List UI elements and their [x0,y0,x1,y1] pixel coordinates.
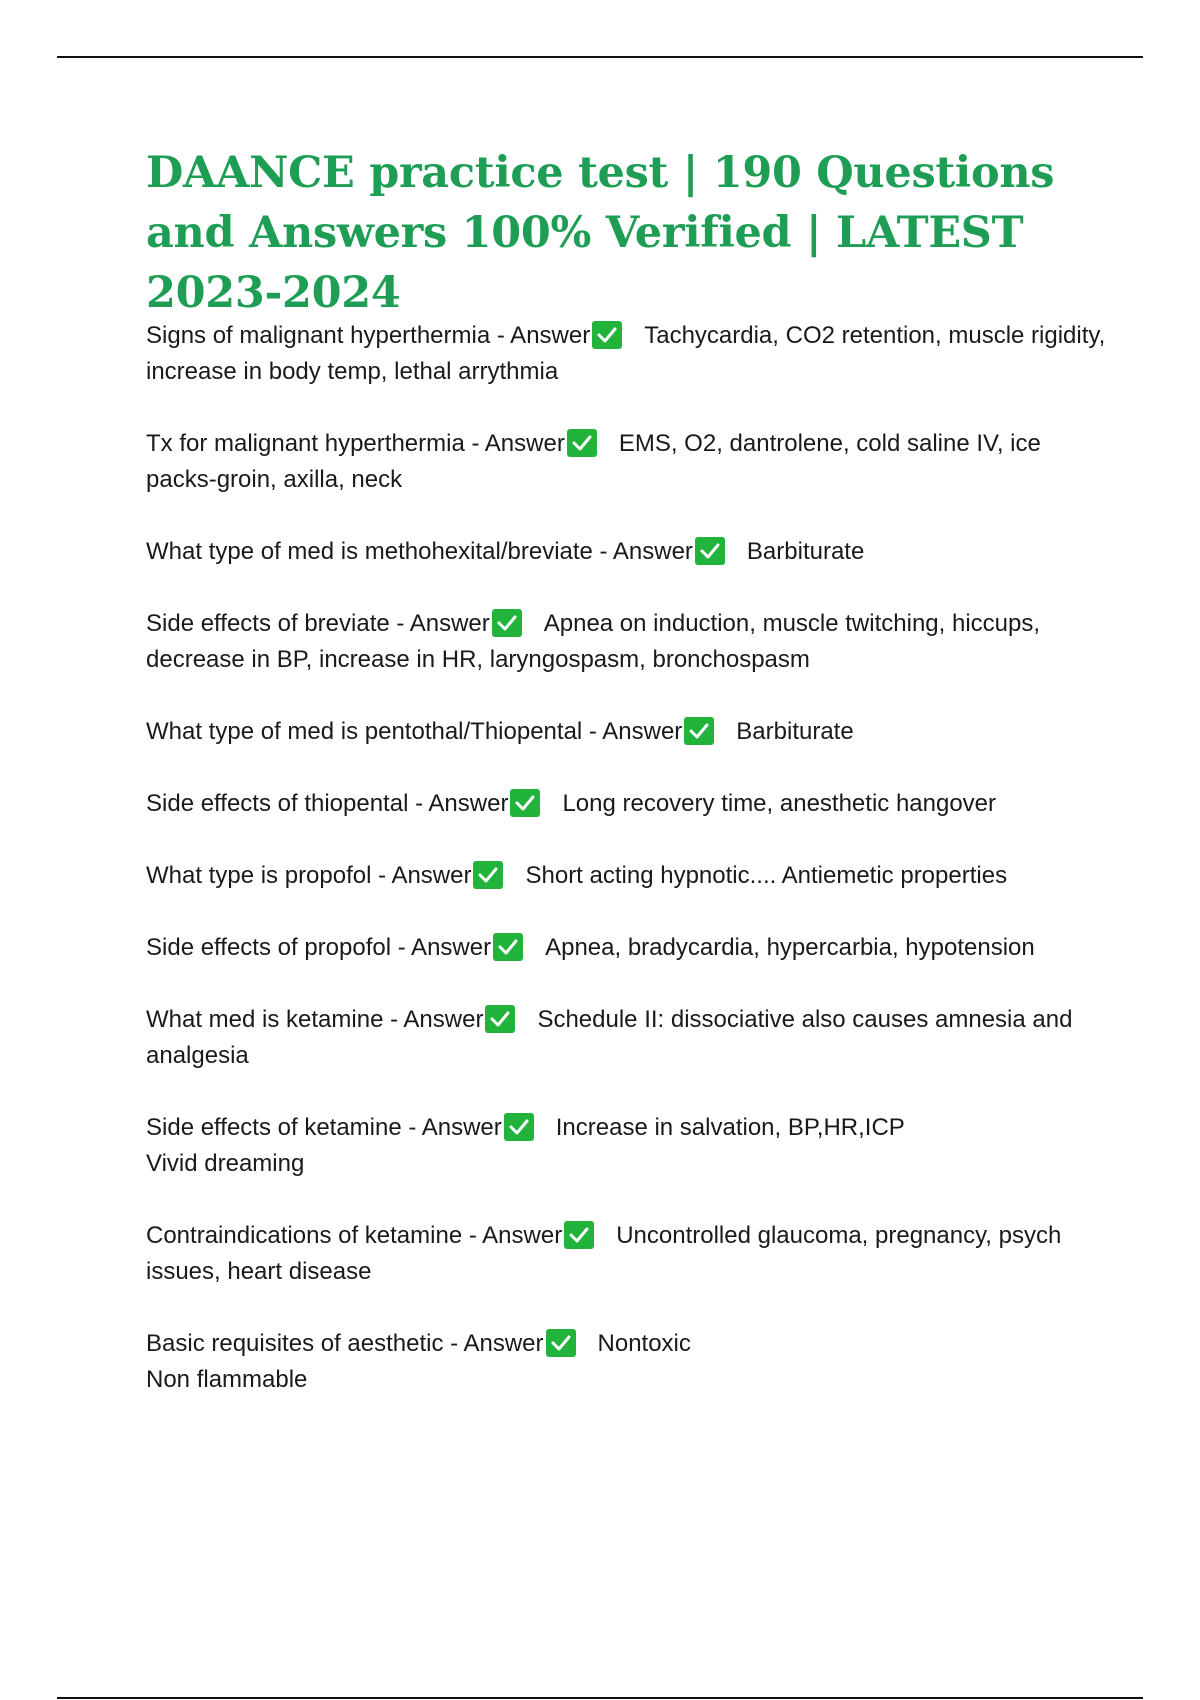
qa-item [146,714,1106,750]
answer-text-line2: Non flammable [146,1366,308,1393]
answer-text: Nontoxic [597,1330,691,1357]
question-text: What type of med is pentothal/Thiopental - Answer [146,718,683,745]
question-text: Side effects of propofol - Answer [146,934,492,961]
question-text: What med is ketamine - Answer [146,1006,484,1033]
answer-text: Barbiturate [746,538,865,565]
qa-item [146,1110,1106,1182]
qa-item [146,930,1106,966]
qa-list [146,318,1106,1434]
question-text: Side effects of breviate - Answer [146,610,490,637]
answer-text-line2: Vivid dreaming [146,1150,305,1177]
question-text: Contraindications of ketamine - Answer [146,1222,563,1249]
qa-item [146,606,1106,678]
answer-text: EMS, O2, dantrolene, cold saline IV, ice packs-groin, axilla, neck [146,430,1041,493]
question-text: Basic requisites of aesthetic - Answer [146,1330,544,1357]
question-text: Signs of malignant hyperthermia - Answer [146,322,591,349]
check-box-icon [473,861,503,889]
question-text: Tx for malignant hyperthermia - Answer [146,430,565,457]
answer-text: Apnea on induction, muscle twitching, hiccups, decrease in BP, increase in HR, laryngospasm, bronchospasm [146,610,1041,673]
check-box-icon [493,933,523,961]
answer-text: Short acting hypnotic.... Antiemetic properties [525,862,1008,889]
qa-item [146,318,1106,390]
qa-item [146,1002,1106,1074]
question-text: Side effects of ketamine - Answer [146,1114,502,1141]
question-text: What type of med is methohexital/breviate - Answer [146,538,693,565]
qa-item [146,534,1106,570]
question-text: What type is propofol - Answer [146,862,472,889]
check-box-icon [492,609,522,637]
answer-text: Schedule II: dissociative also causes amnesia and analgesia [146,1006,1073,1069]
check-box-icon [504,1113,534,1141]
answer-text: Barbiturate [736,718,854,745]
qa-item [146,1218,1106,1290]
check-box-icon [485,1005,515,1033]
qa-item [146,858,1106,894]
check-box-icon [546,1329,576,1357]
qa-item [146,1326,1106,1398]
answer-text: Apnea, bradycardia, hypercarbia, hypotension [545,934,1035,961]
answer-text: Tachycardia, CO2 retention, muscle rigidity, increase in body temp, lethal arrythmia [146,322,1106,385]
check-box-icon [567,429,597,457]
check-box-icon [695,537,725,565]
check-box-icon [684,717,714,745]
question-text: Side effects of thiopental - Answer [146,790,509,817]
check-box-icon [510,789,540,817]
answer-text: Long recovery time, anesthetic hangover [562,790,997,817]
qa-item [146,786,1106,822]
answer-text: Increase in salvation, BP,HR,ICP [555,1114,905,1141]
answer-text: Uncontrolled glaucoma, pregnancy, psych issues, heart disease [146,1222,1062,1285]
bottom-rule [57,1697,1143,1699]
check-box-icon [592,321,622,349]
check-box-icon [564,1221,594,1249]
top-rule [57,56,1143,58]
document-title: DAANCE practice test | 190 Questions and Answers 100% Verified | LATEST 2023-2024 [146,148,1055,318]
qa-item [146,426,1106,498]
